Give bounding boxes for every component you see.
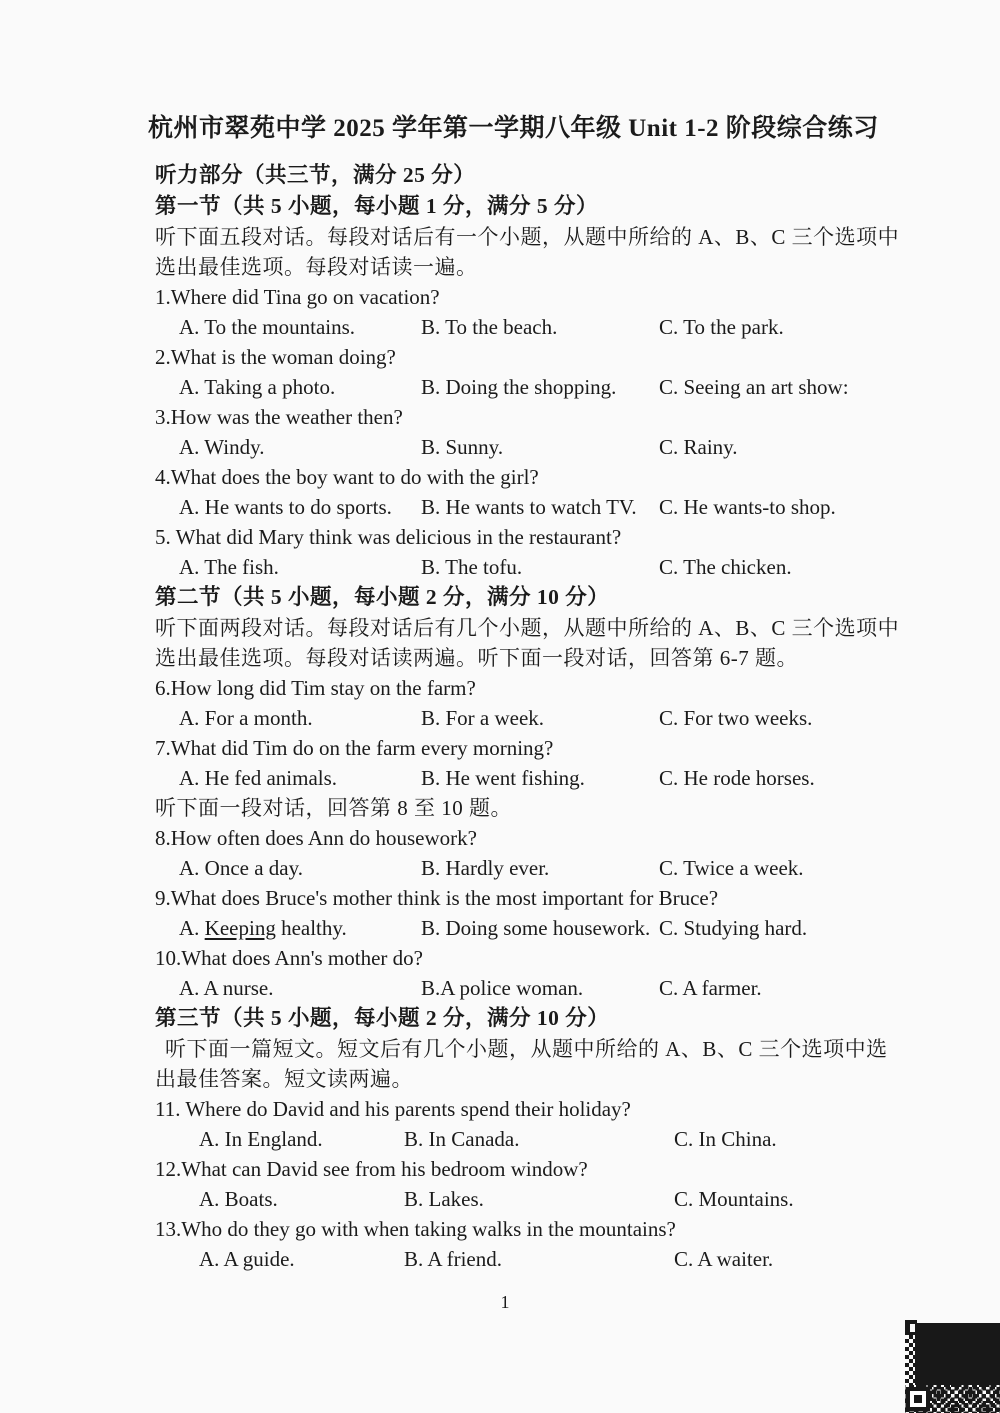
question-line-13: 13.Who do they go with when taking walks in the mountains?	[155, 1217, 676, 1241]
option-b: B. To the beach.	[421, 315, 558, 339]
option-c: C. Seeing an art show:	[659, 375, 849, 399]
section1-heading: 第一节（共 5 小题，每小题 1 分，满分 5 分）	[155, 194, 599, 218]
options-row-2	[155, 372, 940, 402]
question-line-12: 12.What can David see from his bedroom window?	[155, 1157, 588, 1181]
option-a: A. For a month.	[179, 706, 313, 730]
option-a: A. Taking a photo.	[179, 375, 336, 399]
option-b: B. He wants to watch TV.	[421, 495, 637, 519]
instruction-line: 听下面一篇短文。短文后有几个小题，从题中所给的 A、B、C 三个选项中选	[165, 1037, 888, 1061]
question-line-4: 4.What does the boy want to do with the girl?	[155, 465, 539, 489]
options-row-10	[155, 973, 940, 1003]
exam-title: 杭州市翠苑中学 2025 学年第一学期八年级 Unit 1-2 阶段综合练习	[148, 115, 879, 142]
option-a: A. He fed animals.	[179, 766, 338, 790]
options-row-11	[155, 1124, 940, 1154]
instruction-line: 听下面两段对话。每段对话后有几个小题，从题中所给的 A、B、C 三个选项中	[155, 616, 900, 640]
option-a: A. The fish.	[179, 555, 279, 579]
option-b: B. Doing the shopping.	[421, 375, 617, 399]
options-row-13	[155, 1244, 940, 1274]
option-b: B.A police woman.	[421, 976, 584, 1000]
option-c: C. Studying hard.	[659, 916, 808, 940]
option-c: C. To the park.	[659, 315, 784, 339]
options-row-1	[155, 312, 940, 342]
instruction-line: 出最佳答案。短文读两遍。	[155, 1067, 413, 1091]
options-row-3	[155, 432, 940, 462]
option-a: A. He wants to do sports.	[179, 495, 392, 519]
question-line-7: 7.What did Tim do on the farm every morning?	[155, 736, 554, 760]
options-row-9	[155, 913, 940, 943]
option-a: A. Once a day.	[179, 856, 304, 880]
question-line-8: 8.How often does Ann do housework?	[155, 826, 477, 850]
option-c: C. He rode horses.	[659, 766, 815, 790]
option-c: C. For two weeks.	[659, 706, 813, 730]
option-b: B. For a week.	[421, 706, 545, 730]
options-row-12	[155, 1184, 940, 1214]
option-b: B. Lakes.	[404, 1187, 484, 1211]
question-line-1: 1.Where did Tina go on vacation?	[155, 285, 440, 309]
instruction-line: 听下面五段对话。每段对话后有一个小题，从题中所给的 A、B、C 三个选项中	[155, 225, 900, 249]
options-row-7	[155, 763, 940, 793]
option-b: B. A friend.	[404, 1247, 502, 1271]
question-line-3: 3.How was the weather then?	[155, 405, 403, 429]
instruction-line: 选出最佳选项。每段对话读一遍。	[155, 255, 478, 279]
option-c: C. A farmer.	[659, 976, 762, 1000]
question-line-11: 11. Where do David and his parents spend their holiday?	[155, 1097, 631, 1121]
listening-part-header: 听力部分（共三节，满分 25 分）	[155, 163, 476, 187]
option-a: A. A nurse.	[179, 976, 274, 1000]
option-b: B. In Canada.	[404, 1127, 520, 1151]
option-a: A. In England.	[199, 1127, 323, 1151]
option-a-prefix: A.	[179, 916, 205, 940]
question-line-6: 6.How long did Tim stay on the farm?	[155, 676, 476, 700]
option-b: B. Sunny.	[421, 435, 504, 459]
instruction-line: 选出最佳选项。每段对话读两遍。听下面一段对话，回答第 6-7 题。	[155, 646, 798, 670]
question-line-9: 9.What does Bruce's mother think is the most important for Bruce?	[155, 886, 719, 910]
qr-black-cover	[915, 1323, 1000, 1385]
option-a: A. A guide.	[199, 1247, 295, 1271]
section2-heading: 第二节（共 5 小题，每小题 2 分，满分 10 分）	[155, 585, 610, 609]
note-line: 听下面一段对话，回答第 8 至 10 题。	[155, 796, 512, 820]
option-b: B. Hardly ever.	[421, 856, 550, 880]
qr-finder-square	[906, 1387, 930, 1411]
options-row-8	[155, 853, 940, 883]
question-line-2: 2.What is the woman doing?	[155, 345, 396, 369]
options-row-4	[155, 492, 940, 522]
option-b: B. Doing some housework.	[421, 916, 651, 940]
option-a: A. Windy.	[179, 435, 265, 459]
option-c: C. A waiter.	[674, 1247, 774, 1271]
section3-heading: 第三节（共 5 小题，每小题 2 分，满分 10 分）	[155, 1006, 610, 1030]
option-a	[179, 913, 421, 943]
page-number: 1	[500, 1292, 510, 1312]
options-row-6	[155, 703, 940, 733]
option-c: C. Mountains.	[674, 1187, 794, 1211]
option-c: C. He wants-to shop.	[659, 495, 836, 519]
question-line-10: 10.What does Ann's mother do?	[155, 946, 423, 970]
question-line-5: 5. What did Mary think was delicious in the restaurant?	[155, 525, 622, 549]
option-c: C. Rainy.	[659, 435, 738, 459]
option-a: A. To the mountains.	[179, 315, 356, 339]
options-row-5	[155, 552, 940, 582]
option-c: C. The chicken.	[659, 555, 792, 579]
option-b: B. He went fishing.	[421, 766, 585, 790]
option-c: C. In China.	[674, 1127, 777, 1151]
option-a: A. Boats.	[199, 1187, 278, 1211]
qr-finder-core	[914, 1395, 922, 1403]
option-c: C. Twice a week.	[659, 856, 804, 880]
underlined-word: Keeping	[204, 916, 276, 940]
option-a-suffix: healthy.	[275, 916, 347, 940]
qr-code	[905, 1320, 1000, 1413]
option-b: B. The tofu.	[421, 555, 523, 579]
